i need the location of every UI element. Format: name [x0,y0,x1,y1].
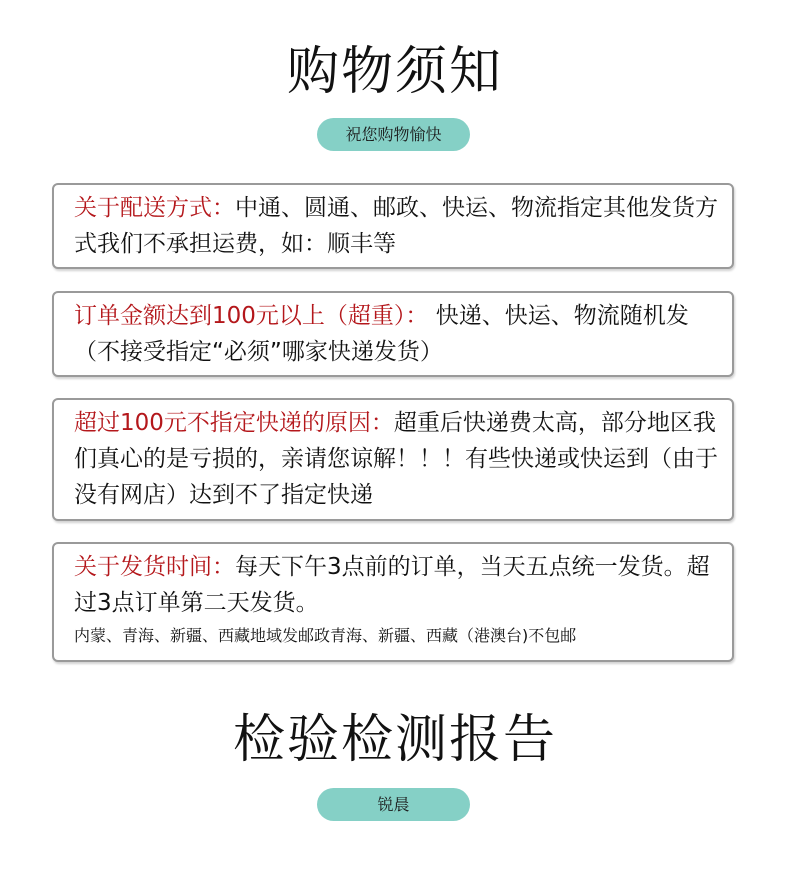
notice-box-shipping-time [52,542,734,662]
notice-box-over-100 [52,291,734,377]
notice-label: 订单金额达到100元以上（超重）： [74,303,429,329]
inspection-badge: 锐晨 [317,788,470,821]
inspection-report-title: 检验检测报告 [232,710,557,770]
shopping-notice-badge: 祝您购物愉快 [317,118,470,151]
notice-label: 关于发货时间： [74,554,235,580]
notice-text: 每天下午3点前的订单，当天五点统一发货。超过3点订单第二天发货。 [74,554,710,616]
notice-note: 内蒙、青海、新疆、西藏地域发邮政青海、新疆、西藏（港澳台)不包邮 [74,626,577,645]
notice-text: 超重后快递费太高，部分地区我们真心的是亏损的，亲请您谅解！！！有些快递或快运到（由于没有网店）达到不了指定快递 [74,410,718,508]
shopping-notice-title: 购物须知 [286,42,503,102]
notice-box-no-courier-reason [52,398,734,521]
notice-text: 快递、快运、物流随机发（不接受指定“必须”哪家快递发货） [74,303,689,365]
notice-label: 关于配送方式： [74,195,235,221]
notice-box-shipping-method [52,183,734,269]
notice-label: 超过100元不指定快递的原因： [74,410,394,436]
notice-text: 中通、圆通、邮政、快运、物流指定其他发货方式我们不承担运费，如：顺丰等 [74,195,718,257]
